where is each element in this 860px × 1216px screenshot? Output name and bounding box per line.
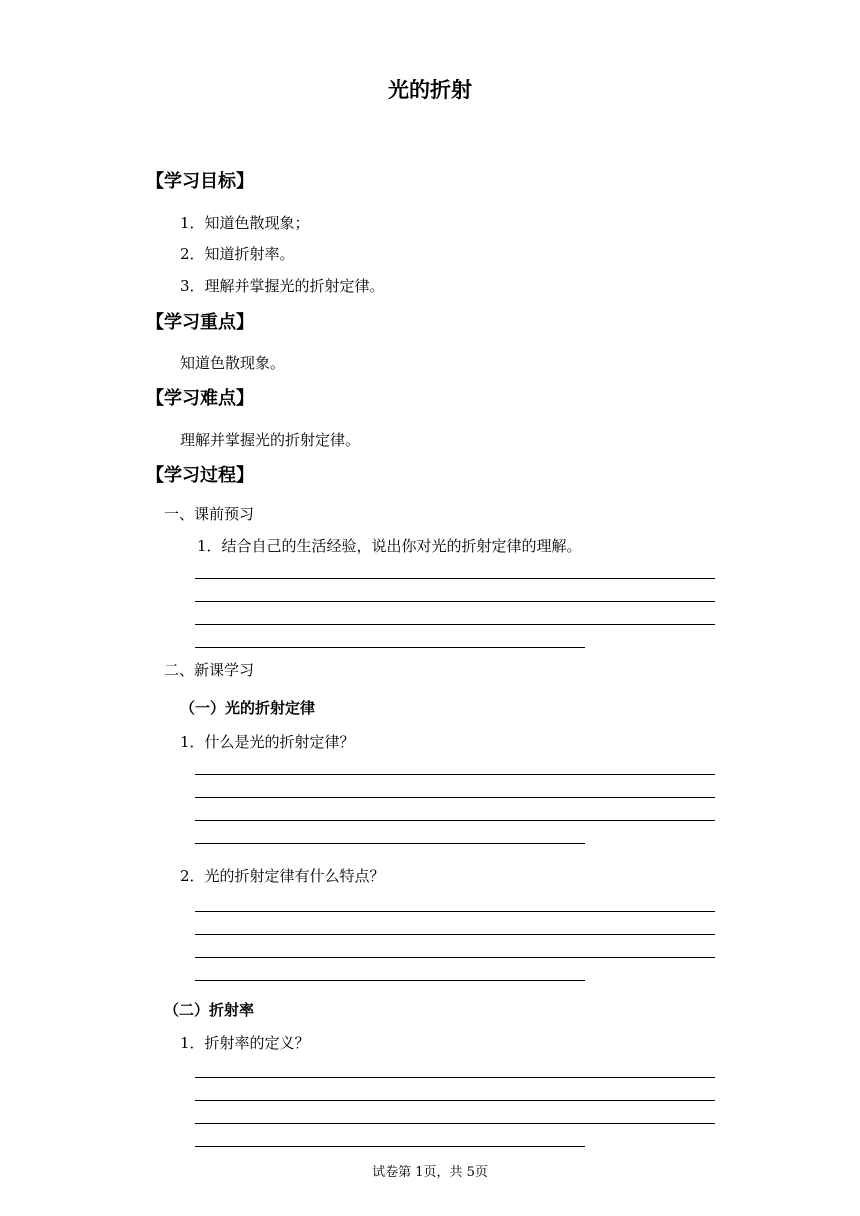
- answer-line: [195, 1123, 715, 1124]
- difficulty-text: 理解并掌握光的折射定律。: [180, 431, 361, 449]
- answer-line: [195, 911, 715, 912]
- answer-line: [195, 1077, 715, 1078]
- document-title: 光的折射: [388, 78, 472, 102]
- answer-line: [195, 578, 715, 579]
- answer-line: [195, 934, 715, 935]
- answer-line: [195, 797, 715, 798]
- section-title: （二）折射率: [164, 1001, 255, 1019]
- answer-line: [195, 820, 715, 821]
- answer-line: [195, 1100, 715, 1101]
- answer-line: [195, 647, 585, 648]
- preview-question: 1．结合自己的生活经验，说出你对光的折射定律的理解。: [197, 537, 582, 555]
- answer-line: [195, 624, 715, 625]
- answer-line: [195, 601, 715, 602]
- question: 1．折射率的定义？: [180, 1034, 310, 1052]
- focus-text: 知道色散现象。: [180, 354, 286, 372]
- answer-line: [195, 1146, 585, 1147]
- answer-line: [195, 957, 715, 958]
- process-heading: 【学习过程】: [146, 465, 254, 486]
- preview-label: 一、课前预习: [164, 505, 255, 523]
- section-title: （一）光的折射定律: [180, 699, 316, 717]
- question: 1．什么是光的折射定律？: [180, 733, 355, 751]
- page-footer: 试卷第 1页，共 5页: [372, 1165, 488, 1180]
- goals-heading: 【学习目标】: [146, 171, 254, 192]
- goal-item: 1．知道色散现象；: [180, 214, 310, 232]
- goal-item: 3．理解并掌握光的折射定律。: [180, 277, 385, 295]
- answer-line: [195, 980, 585, 981]
- goal-item: 2．知道折射率。: [180, 245, 295, 263]
- new-lesson-label: 二、新课学习: [164, 661, 255, 679]
- answer-line: [195, 843, 585, 844]
- focus-heading: 【学习重点】: [146, 312, 254, 333]
- answer-line: [195, 774, 715, 775]
- question: 2．光的折射定律有什么特点？: [180, 867, 385, 885]
- difficulty-heading: 【学习难点】: [146, 388, 254, 409]
